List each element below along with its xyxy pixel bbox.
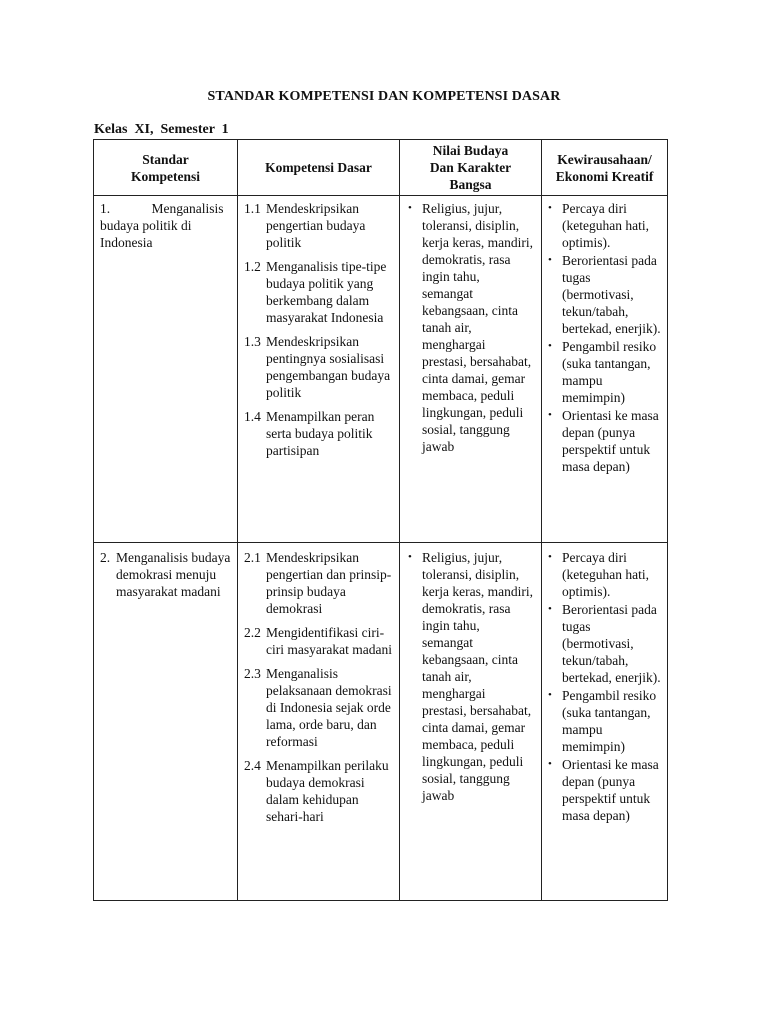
sk-text: Menganalisis budaya demokrasi menuju masyarakat madani bbox=[116, 550, 231, 599]
kd-number: 1.4 bbox=[244, 409, 261, 424]
list-item bbox=[408, 549, 533, 804]
kd-number: 2.3 bbox=[244, 666, 261, 681]
sk-number: 1. bbox=[100, 201, 111, 216]
list-item bbox=[548, 601, 661, 686]
kd-text: Mendeskripsikan pengertian budaya politik bbox=[266, 201, 366, 250]
bullet-icon: • bbox=[548, 409, 552, 421]
kompetensi-dasar-cell bbox=[238, 543, 400, 901]
table-header-row bbox=[94, 140, 668, 196]
kd-text: Menampilkan perilaku budaya demokrasi dalam kehidupan sehari-hari bbox=[266, 758, 389, 824]
kewirausahaan-item: Berorientasi pada tugas (bermotivasi, tekun/tabah, bertekad, enerjik). bbox=[562, 602, 661, 685]
list-item bbox=[548, 549, 661, 600]
header-standar-kompetensi: Standar Kompetensi bbox=[94, 140, 238, 196]
kewirausahaan-item: Percaya diri (keteguhan hati, optimis). bbox=[562, 201, 649, 250]
kewirausahaan-item: Pengambil resiko (suka tantangan, mampu memimpin) bbox=[562, 339, 657, 405]
bullet-icon: • bbox=[548, 202, 552, 214]
kewirausahaan-item: Orientasi ke masa depan (punya perspektif untuk masa depan) bbox=[562, 408, 659, 474]
kewirausahaan-item: Percaya diri (keteguhan hati, optimis). bbox=[562, 550, 649, 599]
kd-item bbox=[244, 624, 393, 658]
kd-number: 1.1 bbox=[244, 201, 261, 216]
kd-text: Mendeskripsikan pengertian dan prinsip-prinsip budaya demokrasi bbox=[266, 550, 392, 616]
kd-number: 2.1 bbox=[244, 550, 261, 565]
kd-text: Menampilkan peran serta budaya politik partisipan bbox=[266, 409, 375, 458]
list-item bbox=[548, 200, 661, 251]
kd-number: 2.4 bbox=[244, 758, 261, 773]
header-kewirausahaan: Kewirausahaan/ Ekonomi Kreatif bbox=[542, 140, 668, 196]
bullet-icon: • bbox=[548, 340, 552, 352]
nilai-text: Religius, jujur, toleransi, disiplin, kerja keras, mandiri, demokratis, rasa ingin tahu, semangat kebangsaan, cinta tanah air, menghargai prestasi, bersahabat, cinta damai, gemar membaca, peduli lingkungan, peduli sosial, tanggung jawab bbox=[422, 550, 533, 803]
kompetensi-dasar-cell bbox=[238, 196, 400, 543]
header-kompetensi-dasar: Kompetensi Dasar bbox=[238, 140, 400, 196]
nilai-text: Religius, jujur, toleransi, disiplin, kerja keras, mandiri, demokratis, rasa ingin tahu, semangat kebangsaan, cinta tanah air, menghargai prestasi, bersahabat, cinta damai, gemar membaca, peduli lingkungan, peduli sosial, tanggung jawab bbox=[422, 201, 533, 454]
kd-text: Mendeskripsikan pentingnya sosialisasi pengembangan budaya politik bbox=[266, 334, 391, 400]
kd-item bbox=[244, 258, 393, 326]
nilai-budaya-cell bbox=[400, 196, 542, 543]
kd-text: Menganalisis tipe-tipe budaya politik yang berkembang dalam masyarakat Indonesia bbox=[266, 259, 387, 325]
list-item bbox=[548, 756, 661, 824]
bullet-icon: • bbox=[408, 551, 412, 563]
page-title: STANDAR KOMPETENSI DAN KOMPETENSI DASAR bbox=[207, 89, 561, 104]
kd-item bbox=[244, 757, 393, 825]
header-nilai-budaya: Nilai Budaya Dan Karakter Bangsa bbox=[400, 140, 542, 196]
kd-text: Mengidentifikasi ciri-ciri masyarakat madani bbox=[266, 625, 392, 657]
bullet-icon: • bbox=[548, 758, 552, 770]
list-item bbox=[548, 252, 661, 337]
bullet-icon: • bbox=[548, 689, 552, 701]
kd-number: 2.2 bbox=[244, 625, 261, 640]
standar-kompetensi-cell bbox=[94, 543, 238, 901]
list-item bbox=[408, 200, 533, 455]
kewirausahaan-cell bbox=[542, 543, 668, 901]
nilai-budaya-cell bbox=[400, 543, 542, 901]
kd-text: Menganalisis pelaksanaan demokrasi di Indonesia sejak orde lama, orde baru, dan reformasi bbox=[266, 666, 392, 749]
kewirausahaan-item: Pengambil resiko (suka tantangan, mampu memimpin) bbox=[562, 688, 657, 754]
list-item bbox=[548, 338, 661, 406]
bullet-icon: • bbox=[548, 603, 552, 615]
competency-table bbox=[93, 139, 668, 901]
kd-item bbox=[244, 200, 393, 251]
table-row bbox=[94, 196, 668, 543]
sk-number: 2. bbox=[100, 550, 111, 565]
bullet-icon: • bbox=[408, 202, 412, 214]
kd-number: 1.2 bbox=[244, 259, 261, 274]
kewirausahaan-item: Orientasi ke masa depan (punya perspektif untuk masa depan) bbox=[562, 757, 659, 823]
kd-item bbox=[244, 549, 393, 617]
list-item bbox=[548, 687, 661, 755]
table-row bbox=[94, 543, 668, 901]
list-item bbox=[548, 407, 661, 475]
sk-text: Menganalisis budaya politik di Indonesia bbox=[100, 201, 224, 250]
kd-item bbox=[244, 408, 393, 459]
bullet-icon: • bbox=[548, 551, 552, 563]
bullet-icon: • bbox=[548, 254, 552, 266]
kewirausahaan-cell bbox=[542, 196, 668, 543]
kewirausahaan-item: Berorientasi pada tugas (bermotivasi, tekun/tabah, bertekad, enerjik). bbox=[562, 253, 661, 336]
class-semester-label: Kelas XI, Semester 1 bbox=[94, 122, 229, 137]
kd-number: 1.3 bbox=[244, 334, 261, 349]
standar-kompetensi-cell bbox=[94, 196, 238, 543]
kd-item bbox=[244, 333, 393, 401]
kd-item bbox=[244, 665, 393, 750]
